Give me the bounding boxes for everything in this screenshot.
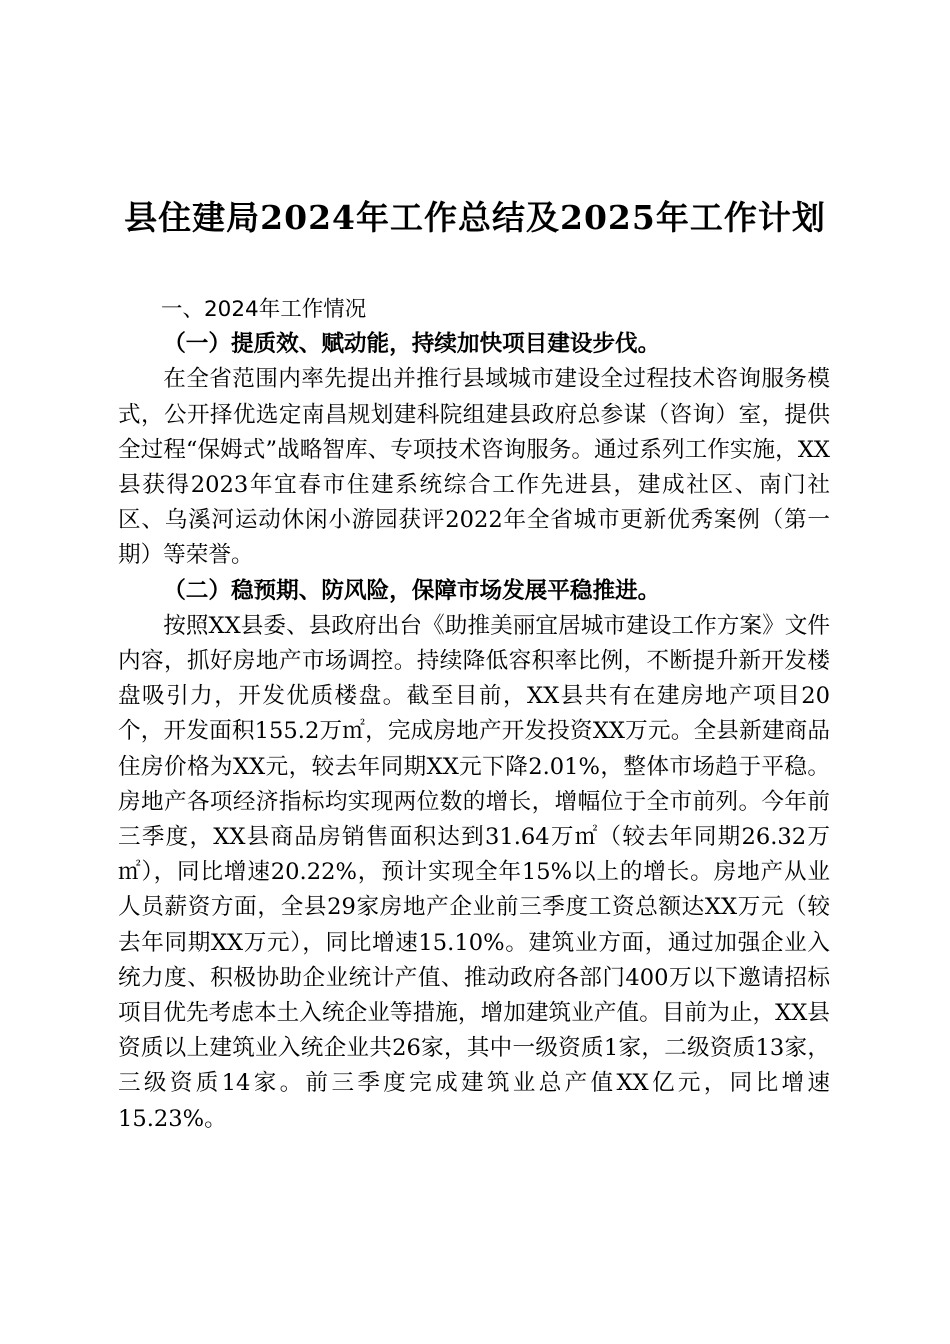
paragraph-2: 按照XX县委、县政府出台《助推美丽宜居城市建设工作方案》文件内容，抓好房地产市场调控。持续降低容积率比例，不断提升新开发楼盘吸引力，开发优质楼盘。截至目前，XX县共有在建房地产项目20个，开发面积155.2万㎡，完成房地产开发投资XX万元。全县新建商品住房价格为XX元，较去年同期XX元下降2.01%，整体市场趋于平稳。房地产各项经济指标均实现两位数的增长，增幅位于全市前列。今年前三季度，XX县商品房销售面积达到31.64万㎡（较去年同期26.32万㎡），同比增速20.22%，预计实现全年15%以上的增长。房地产从业人员薪资方面，全县29家房地产企业前三季度工资总额达XX万元（较去年同期XX万元），同比增速15.10%。建筑业方面，通过加强企业入统力度、积极协助企业统计产值、推动政府各部门400万以下邀请招标项目优先考虑本土入统企业等措施，增加建筑业产值。目前为止，XX县资质以上建筑业入统企业共26家，其中一级资质1家，二级资质13家，三级资质14家。前三季度完成建筑业总产值XX亿元，同比增速15.23%。: [118, 612, 830, 1132]
document-body: [118, 292, 830, 1137]
subsection-heading-2: （二）稳预期、防风险，保障市场发展平稳推进。: [163, 577, 661, 604]
section-heading-1: 一、2024年工作情况: [161, 297, 367, 322]
document-title: 县住建局2024年工作总结及2025年工作计划: [124, 198, 826, 237]
paragraph-1: 在全省范围内率先提出并推行县域城市建设全过程技术咨询服务模式，公开择优选定南昌规划建科院组建县政府总参谋（咨询）室，提供全过程“保姆式”战略智库、专项技术咨询服务。通过系列工作实施，XX县获得2023年宜春市住建系统综合工作先进县，建成社区、南门社区、乌溪河运动休闲小游园获评2022年全省城市更新优秀案例（第一期）等荣誉。: [118, 366, 830, 569]
subsection-heading-1: （一）提质效、赋动能，持续加快项目建设步伐。: [163, 331, 661, 358]
